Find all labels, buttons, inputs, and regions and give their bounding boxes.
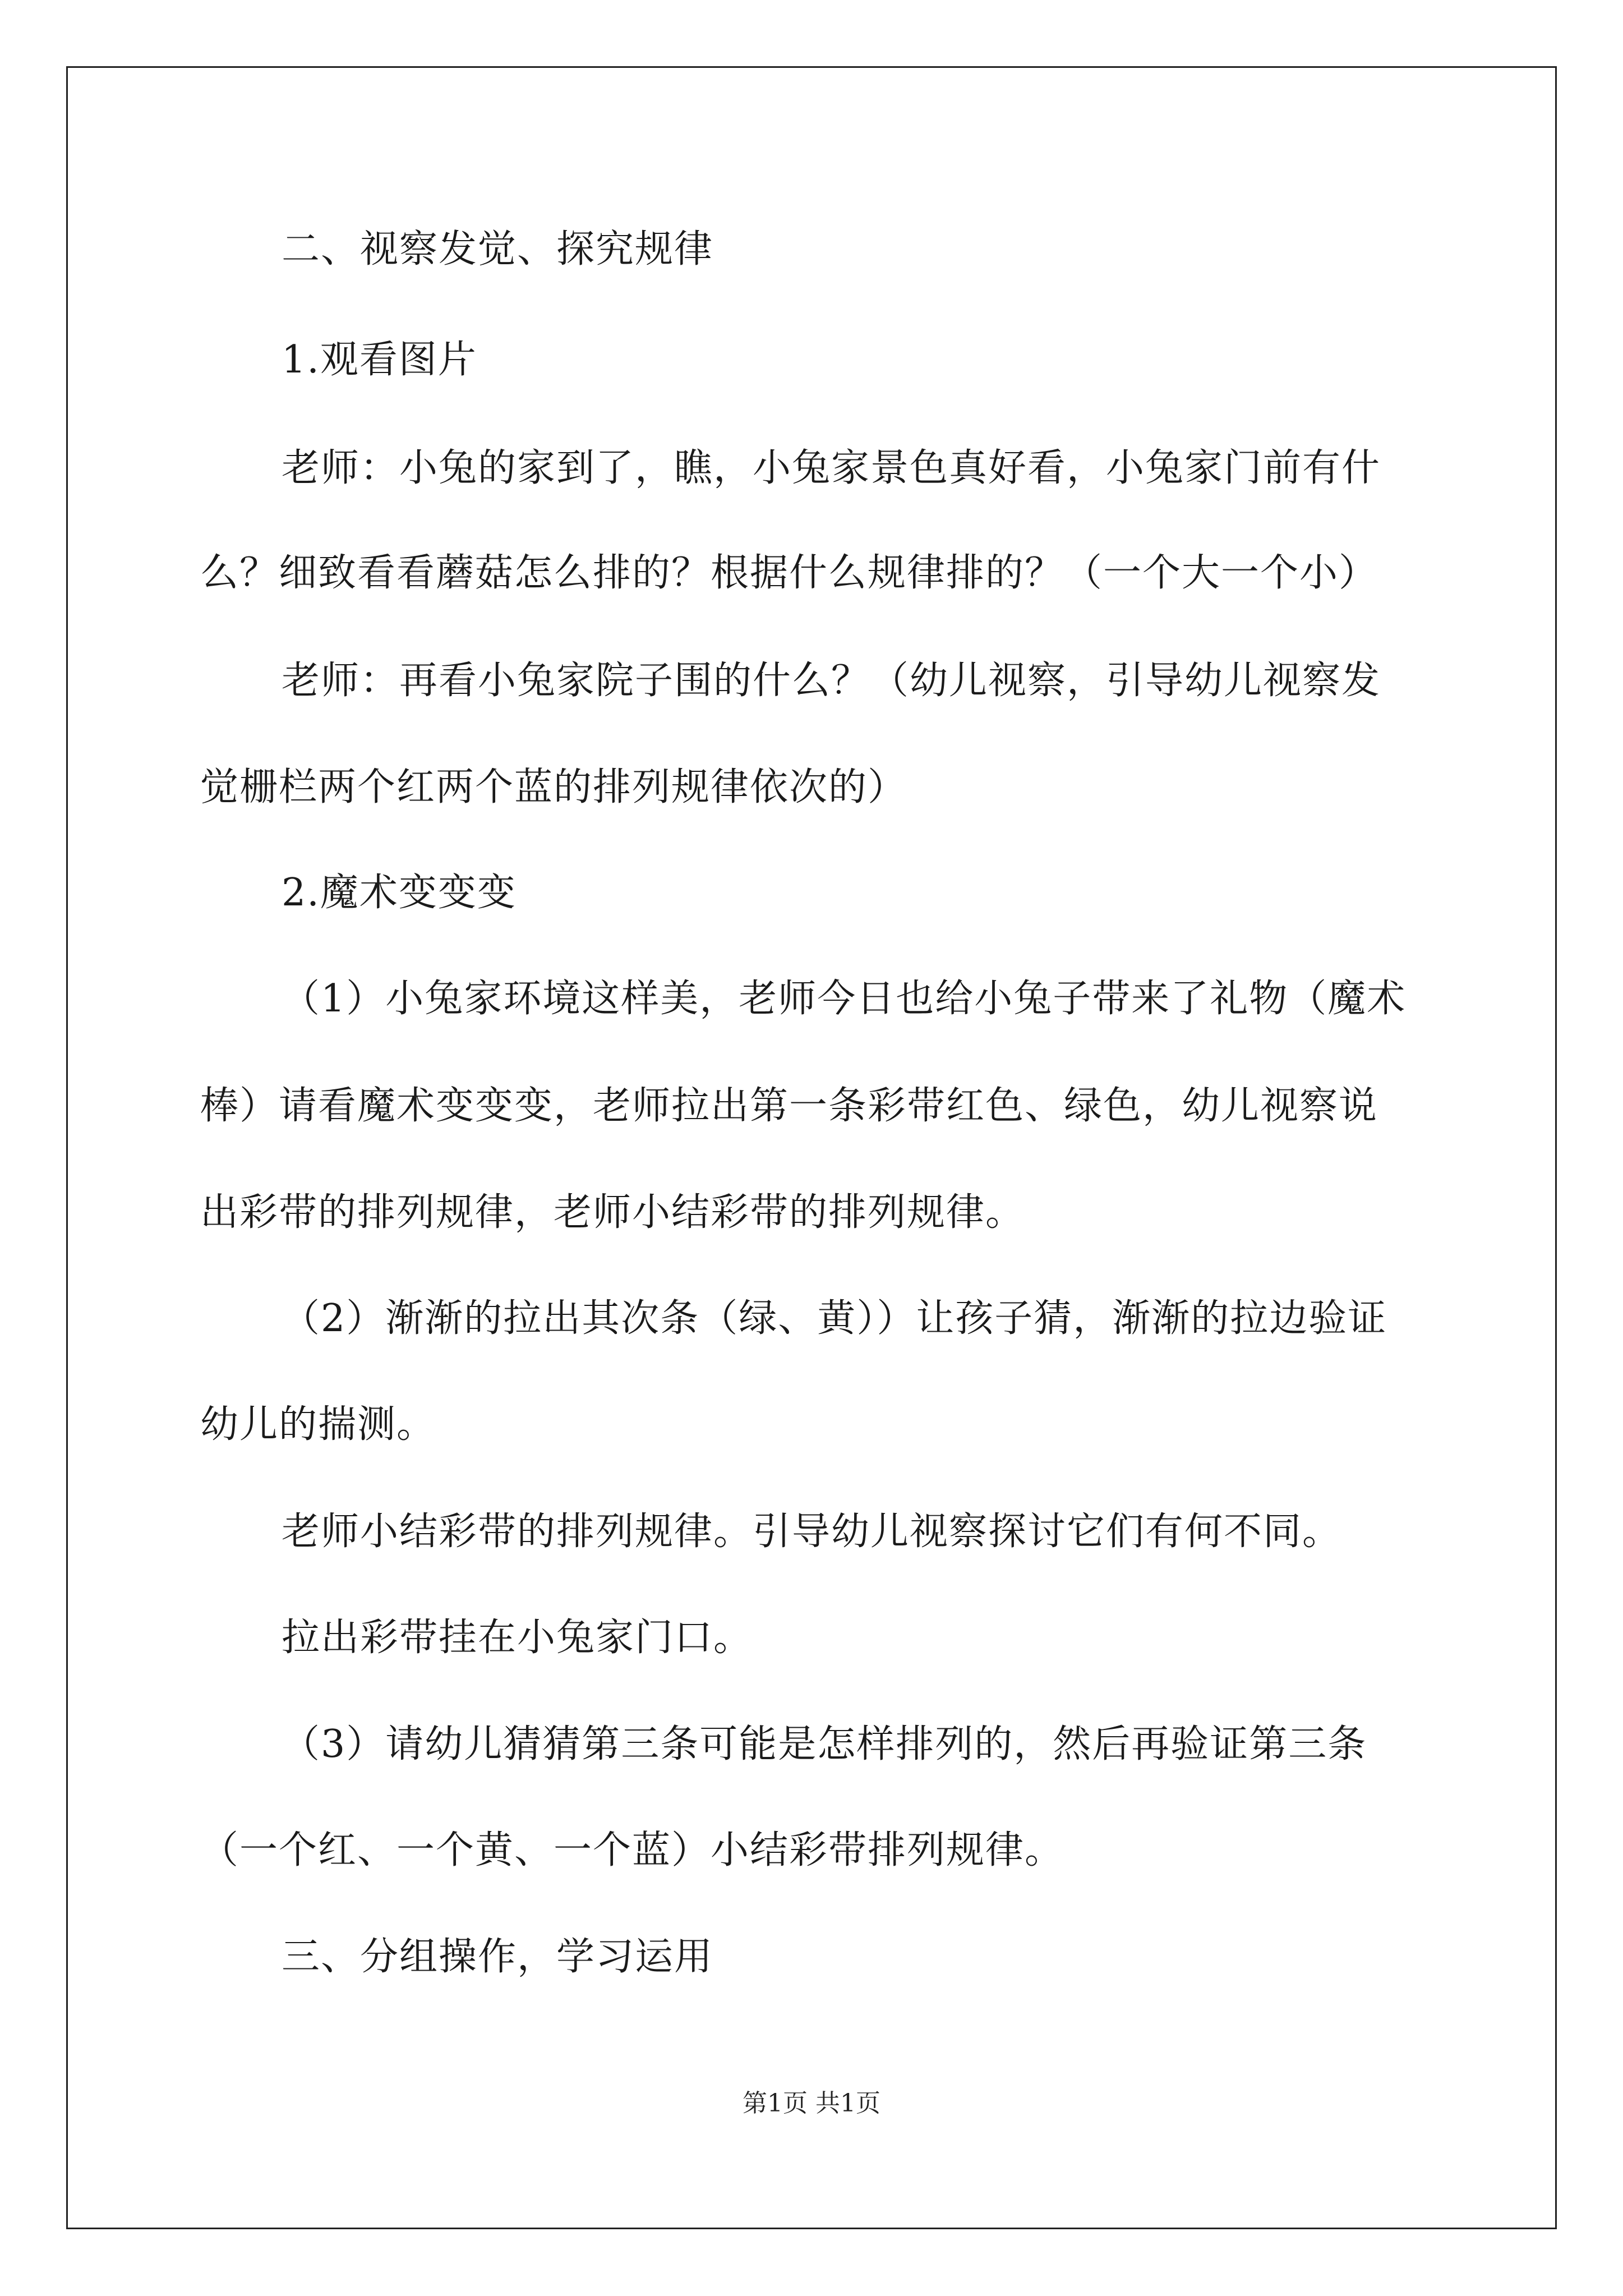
paragraph-line: 拉出彩带挂在小兔家门口。 [282,1616,753,1660]
paragraph-line: 么？细致看看蘑菇怎么排的？根据什么规律排的？（一个大一个小） [200,551,1378,595]
section-heading: 三、分组操作，学习运用 [282,1935,714,1979]
paragraph-line: 老师：小兔的家到了，瞧，小兔家景色真好看，小兔家门前有什 [282,446,1381,490]
paragraph-line: 老师：再看小兔家院子围的什么？（幼儿视察，引导幼儿视察发 [282,659,1381,703]
section-heading: 二、视察发觉、探究规律 [282,227,714,272]
paragraph-line: 觉栅栏两个红两个蓝的排列规律依次的） [200,765,907,809]
page-border [66,66,1557,2229]
paragraph-line: 出彩带的排列规律，老师小结彩带的排列规律。 [200,1190,1025,1235]
subheading: 1.观看图片 [282,338,477,382]
paragraph-line: （1）小兔家环境这样美，老师今日也给小兔子带来了礼物（魔术 [282,977,1407,1021]
paragraph-line: （2）渐渐的拉出其次条（绿、黄））让孩子猜，渐渐的拉边验证 [282,1296,1387,1341]
subheading: 2.魔术变变变 [282,871,517,915]
paragraph-line: 老师小结彩带的排列规律。引导幼儿视察探讨它们有何不同。 [282,1510,1342,1554]
paragraph-line: （一个红、一个黄、一个蓝）小结彩带排列规律。 [200,1828,1064,1872]
paragraph-line: 棒）请看魔术变变变，老师拉出第一条彩带红色、绿色，幼儿视察说 [200,1084,1378,1128]
paragraph-line: 幼儿的揣测。 [200,1402,436,1447]
page-number-footer: 第1页 共1页 [743,2089,880,2118]
paragraph-line: （3）请幼儿猜猜第三条可能是怎样排列的，然后再验证第三条 [282,1722,1367,1766]
